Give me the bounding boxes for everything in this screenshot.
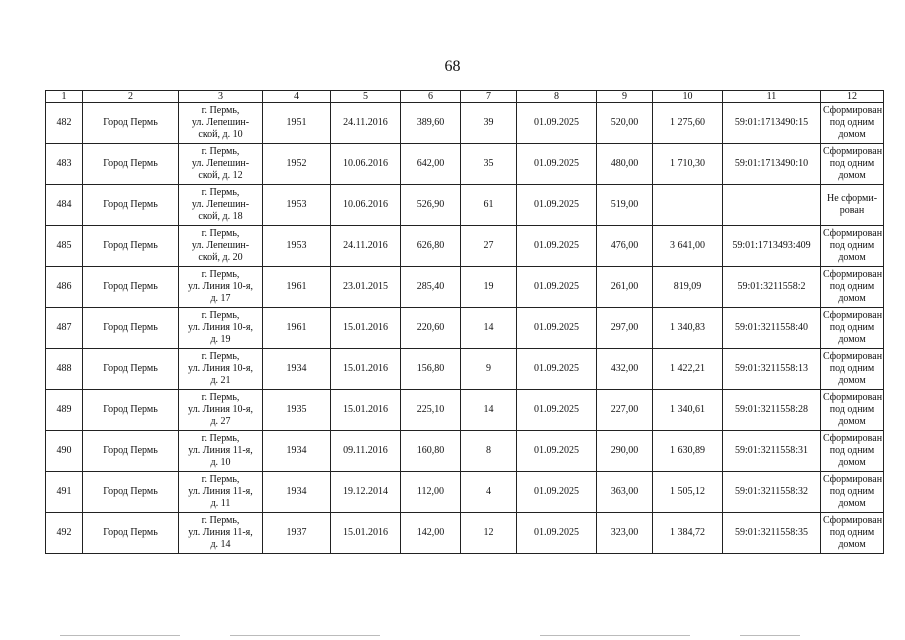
cell-residents: 35: [461, 144, 517, 185]
cell-land-status: Сформирован под одним домом: [821, 431, 884, 472]
cell-address: г. Пермь, ул. Линия 11-я, д. 14: [179, 513, 263, 554]
cell-residents: 39: [461, 103, 517, 144]
cell-land-status: Сформирован под одним домом: [821, 349, 884, 390]
cell-value-10: 3 641,00: [653, 226, 723, 267]
cell-land-status: Сформирован под одним домом: [821, 390, 884, 431]
cell-value-9: 432,00: [597, 349, 653, 390]
cell-area: 626,80: [401, 226, 461, 267]
cell-deadline-date: 01.09.2025: [517, 390, 597, 431]
table-row: [46, 226, 884, 267]
cell-deadline-date: 01.09.2025: [517, 431, 597, 472]
column-header: 3: [179, 91, 263, 103]
cell-value-10: 1 710,30: [653, 144, 723, 185]
cell-municipality: Город Пермь: [83, 226, 179, 267]
cell-residents: 27: [461, 226, 517, 267]
cell-residents: 9: [461, 349, 517, 390]
cell-municipality: Город Пермь: [83, 103, 179, 144]
cell-address: г. Пермь, ул. Лепешин- ской, д. 18: [179, 185, 263, 226]
table-row: [46, 513, 884, 554]
cell-deadline-date: 01.09.2025: [517, 185, 597, 226]
table-row: [46, 431, 884, 472]
cell-municipality: Город Пермь: [83, 431, 179, 472]
cell-deadline-date: 01.09.2025: [517, 308, 597, 349]
cell-municipality: Город Пермь: [83, 144, 179, 185]
cell-row-number: 485: [46, 226, 83, 267]
cell-row-number: 491: [46, 472, 83, 513]
scan-artifact: [540, 635, 690, 636]
cell-municipality: Город Пермь: [83, 308, 179, 349]
header-row: [46, 91, 884, 103]
cell-row-number: 492: [46, 513, 83, 554]
cell-area: 156,80: [401, 349, 461, 390]
cell-municipality: Город Пермь: [83, 513, 179, 554]
cell-survey-date: 10.06.2016: [331, 185, 401, 226]
cell-residents: 14: [461, 308, 517, 349]
cell-land-status: Сформирован под одним домом: [821, 513, 884, 554]
cell-row-number: 484: [46, 185, 83, 226]
cell-address: г. Пермь, ул. Линия 10-я, д. 19: [179, 308, 263, 349]
cell-cadastral-number: 59:01:1713490:15: [723, 103, 821, 144]
cell-year-built: 1935: [263, 390, 331, 431]
cell-value-9: 227,00: [597, 390, 653, 431]
cell-deadline-date: 01.09.2025: [517, 349, 597, 390]
table-row: [46, 185, 884, 226]
cell-cadastral-number: 59:01:3211558:32: [723, 472, 821, 513]
cell-deadline-date: 01.09.2025: [517, 144, 597, 185]
cell-municipality: Город Пермь: [83, 349, 179, 390]
cell-deadline-date: 01.09.2025: [517, 472, 597, 513]
cell-address: г. Пермь, ул. Лепешин- ской, д. 12: [179, 144, 263, 185]
cell-land-status: Сформирован под одним домом: [821, 472, 884, 513]
cell-value-9: 519,00: [597, 185, 653, 226]
cell-value-10: [653, 185, 723, 226]
cell-area: 220,60: [401, 308, 461, 349]
cell-land-status: Сформирован под одним домом: [821, 308, 884, 349]
cell-land-status: Сформирован под одним домом: [821, 144, 884, 185]
cell-row-number: 489: [46, 390, 83, 431]
cell-value-9: 476,00: [597, 226, 653, 267]
column-header: 7: [461, 91, 517, 103]
table-row: [46, 103, 884, 144]
table-row: [46, 390, 884, 431]
cell-year-built: 1952: [263, 144, 331, 185]
table-row: [46, 349, 884, 390]
cell-municipality: Город Пермь: [83, 267, 179, 308]
cell-residents: 61: [461, 185, 517, 226]
cell-address: г. Пермь, ул. Линия 11-я, д. 11: [179, 472, 263, 513]
cell-deadline-date: 01.09.2025: [517, 267, 597, 308]
cell-value-10: 819,09: [653, 267, 723, 308]
scan-artifact: [740, 635, 800, 636]
page-number: 68: [444, 58, 461, 75]
cell-area: 112,00: [401, 472, 461, 513]
cell-address: г. Пермь, ул. Лепешин- ской, д. 20: [179, 226, 263, 267]
table-body: [46, 103, 884, 554]
cell-address: г. Пермь, ул. Линия 10-я, д. 17: [179, 267, 263, 308]
cell-cadastral-number: 59:01:3211558:13: [723, 349, 821, 390]
column-header: 2: [83, 91, 179, 103]
cell-deadline-date: 01.09.2025: [517, 513, 597, 554]
cell-cadastral-number: 59:01:1713493:409: [723, 226, 821, 267]
cell-address: г. Пермь, ул. Лепешин- ской, д. 10: [179, 103, 263, 144]
cell-value-10: 1 275,60: [653, 103, 723, 144]
scan-artifact: [60, 635, 180, 636]
cell-address: г. Пермь, ул. Линия 10-я, д. 27: [179, 390, 263, 431]
cell-survey-date: 15.01.2016: [331, 308, 401, 349]
cell-year-built: 1934: [263, 431, 331, 472]
cell-area: 225,10: [401, 390, 461, 431]
cell-value-9: 520,00: [597, 103, 653, 144]
cell-municipality: Город Пермь: [83, 472, 179, 513]
cell-area: 285,40: [401, 267, 461, 308]
cell-survey-date: 10.06.2016: [331, 144, 401, 185]
cell-cadastral-number: 59:01:3211558:28: [723, 390, 821, 431]
cell-cadastral-number: 59:01:3211558:40: [723, 308, 821, 349]
cell-residents: 14: [461, 390, 517, 431]
column-header: 1: [46, 91, 83, 103]
cell-land-status: Не сформи- рован: [821, 185, 884, 226]
cell-area: 642,00: [401, 144, 461, 185]
cell-cadastral-number: 59:01:3211558:31: [723, 431, 821, 472]
cell-residents: 8: [461, 431, 517, 472]
cell-land-status: Сформирован под одним домом: [821, 226, 884, 267]
cell-survey-date: 19.12.2014: [331, 472, 401, 513]
cell-year-built: 1953: [263, 226, 331, 267]
cell-survey-date: 24.11.2016: [331, 226, 401, 267]
column-header: 8: [517, 91, 597, 103]
cell-year-built: 1934: [263, 472, 331, 513]
cell-survey-date: 09.11.2016: [331, 431, 401, 472]
cell-value-10: 1 384,72: [653, 513, 723, 554]
cell-cadastral-number: [723, 185, 821, 226]
column-header: 9: [597, 91, 653, 103]
column-header: 4: [263, 91, 331, 103]
cell-municipality: Город Пермь: [83, 185, 179, 226]
cell-row-number: 490: [46, 431, 83, 472]
cell-area: 142,00: [401, 513, 461, 554]
cell-value-10: 1 340,61: [653, 390, 723, 431]
cell-address: г. Пермь, ул. Линия 10-я, д. 21: [179, 349, 263, 390]
table-row: [46, 144, 884, 185]
cell-row-number: 482: [46, 103, 83, 144]
cell-residents: 12: [461, 513, 517, 554]
cell-survey-date: 15.01.2016: [331, 349, 401, 390]
register-table: [45, 90, 884, 554]
cell-cadastral-number: 59:01:3211558:2: [723, 267, 821, 308]
cell-survey-date: 15.01.2016: [331, 390, 401, 431]
cell-year-built: 1951: [263, 103, 331, 144]
table-row: [46, 308, 884, 349]
cell-value-9: 261,00: [597, 267, 653, 308]
cell-value-9: 480,00: [597, 144, 653, 185]
cell-year-built: 1961: [263, 267, 331, 308]
cell-residents: 19: [461, 267, 517, 308]
cell-cadastral-number: 59:01:1713490:10: [723, 144, 821, 185]
cell-land-status: Сформирован под одним домом: [821, 267, 884, 308]
cell-residents: 4: [461, 472, 517, 513]
column-header: 12: [821, 91, 884, 103]
column-header: 5: [331, 91, 401, 103]
cell-area: 389,60: [401, 103, 461, 144]
cell-value-9: 363,00: [597, 472, 653, 513]
cell-deadline-date: 01.09.2025: [517, 226, 597, 267]
scan-artifact: [230, 635, 380, 636]
cell-year-built: 1937: [263, 513, 331, 554]
cell-value-10: 1 422,21: [653, 349, 723, 390]
column-header: 11: [723, 91, 821, 103]
cell-row-number: 483: [46, 144, 83, 185]
cell-area: 526,90: [401, 185, 461, 226]
cell-address: г. Пермь, ул. Линия 11-я, д. 10: [179, 431, 263, 472]
cell-year-built: 1953: [263, 185, 331, 226]
cell-survey-date: 23.01.2015: [331, 267, 401, 308]
cell-row-number: 487: [46, 308, 83, 349]
cell-municipality: Город Пермь: [83, 390, 179, 431]
cell-value-10: 1 340,83: [653, 308, 723, 349]
cell-value-10: 1 630,89: [653, 431, 723, 472]
table-row: [46, 267, 884, 308]
cell-value-9: 290,00: [597, 431, 653, 472]
cell-year-built: 1961: [263, 308, 331, 349]
cell-value-10: 1 505,12: [653, 472, 723, 513]
cell-deadline-date: 01.09.2025: [517, 103, 597, 144]
cell-survey-date: 24.11.2016: [331, 103, 401, 144]
cell-row-number: 486: [46, 267, 83, 308]
cell-year-built: 1934: [263, 349, 331, 390]
cell-area: 160,80: [401, 431, 461, 472]
cell-value-9: 297,00: [597, 308, 653, 349]
cell-row-number: 488: [46, 349, 83, 390]
cell-land-status: Сформирован под одним домом: [821, 103, 884, 144]
cell-value-9: 323,00: [597, 513, 653, 554]
column-header: 6: [401, 91, 461, 103]
cell-cadastral-number: 59:01:3211558:35: [723, 513, 821, 554]
table-row: [46, 472, 884, 513]
cell-survey-date: 15.01.2016: [331, 513, 401, 554]
column-header: 10: [653, 91, 723, 103]
